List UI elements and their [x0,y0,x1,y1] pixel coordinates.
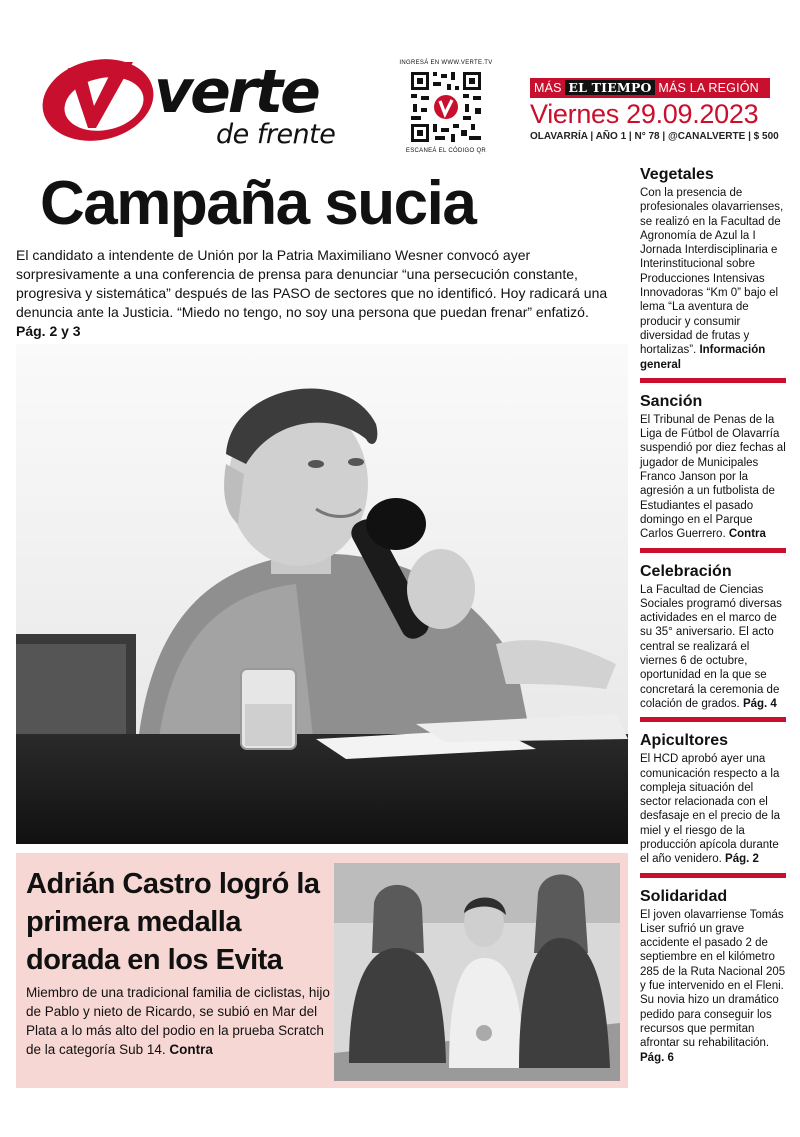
qr-code-icon [409,69,483,145]
main-photo [16,344,628,844]
athletes-photo-illustration [334,863,620,1081]
brief-page-ref[interactable]: Pág. 6 [640,1051,674,1064]
feature-box [16,853,628,1088]
feature-title[interactable]: Adrián Castro logró la primera medalla dorada en los Evita [26,868,320,976]
brief-divider [640,378,786,383]
brand-name: verte [154,57,318,127]
main-lead-text: El candidato a intendente de Unión por la Patria Maximiliano Wesner convocó ayer sorpresivamente a una conferencia de prensa para denunciar “una persecución constante, progresiva y sistemática” después de las PASO de sectores que no identificó. Hoy radicará una denuncia ante la Justicia. “Miedo no tengo, no soy una persona que puedan frenar” enfatizó. [16,247,608,320]
feature-body: Miembro de una tradicional familia de ciclistas, hijo de Pablo y nieto de Ricardo, se subió en Mar del Plata a lo más alto del podio en la prueba Scratch de la categoría Sub 14. [26,985,330,1057]
verte-v-logo-icon [38,48,158,148]
tagline-region: LA REGIÓN [689,81,759,95]
feature-photo [334,863,620,1081]
verte-logo[interactable] [38,48,368,158]
tagline-tiempo: EL TIEMPO [565,80,654,95]
speaker-photo-illustration [16,344,628,844]
brief-text [640,908,786,1065]
issue-meta: OLAVARRÍA | AÑO 1 | N° 78 | @CANALVERTE | $ 500 [530,131,779,142]
brief-celebracion[interactable] [640,561,786,723]
brief-body: El joven olavarriense Tomás Liser sufrió un grave accidente el pasado 2 de septiembre en el kilómetro 285 de la Ruta Nacional 205 y fue intervenido en el Fleni. Su novia hizo un dramático pedido para conseguir los recursos que permitan afrontar su rehabilitación. [640,908,786,1050]
qr-top-label: INGRESÁ EN WWW.VERTE.TV [399,60,493,66]
issue-date: Viernes 29.09.2023 [530,99,759,129]
tagline-mas-2: MÁS [658,81,687,95]
brief-text [640,752,786,866]
brief-vegetales[interactable] [640,164,786,383]
issue-info [530,78,779,142]
brief-divider [640,548,786,553]
main-lead [16,246,622,341]
main-headline[interactable]: Campaña sucia [40,169,476,238]
brief-page-ref[interactable]: Pág. 2 [725,853,759,866]
brief-sancion[interactable] [640,391,786,553]
brief-body: Con la presencia de profesionales olavarrienses, se realizó en la Facultad de Agronomía de Azul la I Jornada Interdisciplinaria e Interinstitucional sobre Producciones Intensivas Innovadoras “Km 0” bajo el lema “La aventura de producir y consumir diversidad de frutas y hortalizas”. [640,187,784,357]
brief-body: El Tribunal de Penas de la Liga de Fútbol de Olavarría suspendió por diez fechas al jugador de Municipales Franco Janson por la agresión a un futbolista de Estudiantes el pasado domingo en el Parque Carlos Guerrero. [640,413,786,541]
brief-text [640,583,786,712]
brief-title: Apicultores [640,732,729,750]
qr-bottom-label: ESCANEÁ EL CÓDIGO QR [405,148,487,154]
brief-page-ref[interactable]: Pág. 4 [742,697,777,710]
main-lead-page-ref[interactable]: Pág. 2 y 3 [16,323,81,339]
brief-text [640,413,786,542]
brand-subtitle: de frente [216,119,336,150]
brief-divider [640,717,786,722]
brief-apicultores[interactable] [640,730,786,877]
brief-page-ref[interactable]: Información general [640,344,766,371]
brief-page-ref[interactable]: Contra [728,528,766,541]
feature-text [26,983,336,1059]
brief-title: Sanción [640,392,703,410]
brief-title: Solidaridad [640,887,728,905]
briefs-column [640,164,786,1065]
brief-title: Celebración [640,562,732,580]
brief-body: El HCD aprobó ayer una comunicación respecto a la compleja situación del sector relacionada con el desfasaje en el precio de la miel y el riesgo de la producción apícola durante el año venidero. [640,753,781,866]
feature-page-ref[interactable]: Contra [169,1042,213,1057]
brief-title: Vegetales [640,166,714,183]
brief-body: La Facultad de Ciencias Sociales programó diversas actividades en el marco de su 35° aniversario. El acto central se realizará el viernes 6 de octubre, oportunidad en la que se concretará la ceremonia de colación de grados. [640,583,782,710]
brief-text [640,186,786,372]
brief-solidaridad[interactable] [640,886,786,1065]
tagline-bar [530,78,770,98]
qr-code-block[interactable] [396,60,496,160]
brief-divider [640,873,786,878]
tagline-mas-1: MÁS [534,81,562,95]
masthead [0,0,800,168]
